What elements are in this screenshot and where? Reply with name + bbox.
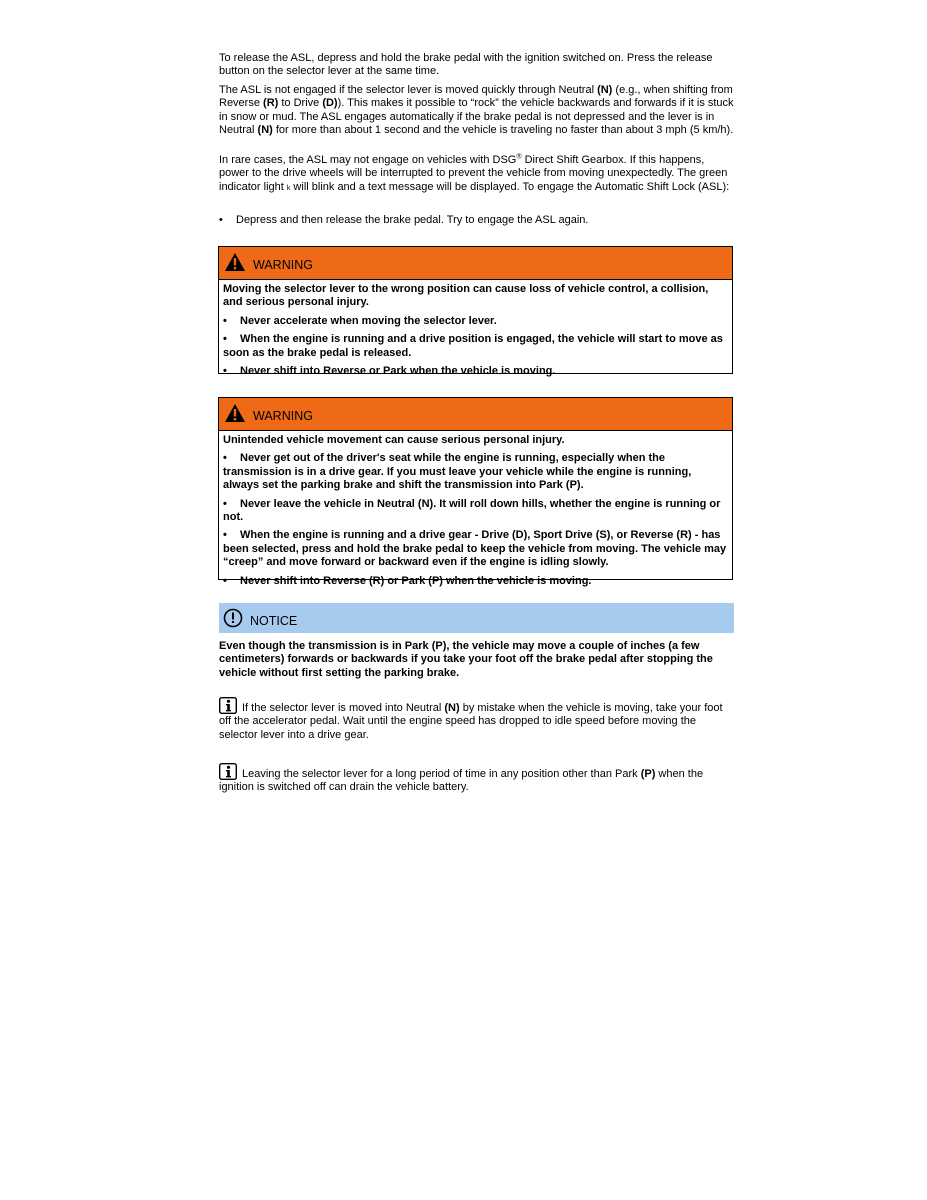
warning-triangle-icon [224, 403, 246, 423]
intro-paragraph-release [219, 52, 734, 79]
warning-item: • Never shift into Reverse (R) or Park (P) when the vehicle is moving. [223, 572, 728, 590]
warning-title: WARNING [253, 258, 313, 272]
intro-text-1: To release the ASL, depress and hold the brake pedal with the ignition switched on. Press the release button on the selector lever at the same time. [219, 52, 713, 78]
warning-item: • When the engine is running and a drive gear - Drive (D), Sport Drive (S), or Reverse (R) - has been selected, press and hold the brake pedal to keep the vehicle from moving. The vehicle may “creep” and move forward or backward even if the engine is idling slowly. [223, 526, 728, 571]
warning-header [219, 247, 732, 280]
warning-box-movement [218, 397, 733, 587]
indicator-light-symbol: k [286, 184, 291, 192]
warning-lead: Moving the selector lever to the wrong position can cause loss of vehicle control, a collision, and serious personal injury. [223, 283, 709, 309]
notice-title: NOTICE [250, 614, 298, 628]
warning-body [219, 280, 732, 382]
warning-item: • When the engine is running and a drive position is engaged, the vehicle will start to move as soon as the brake pedal is released. [223, 330, 728, 362]
warning-title: WARNING [253, 409, 313, 423]
warning-item: • Never get out of the driver's seat while the engine is running, especially when the transmission is in a drive gear. If you must leave your vehicle while the engine is running, always set the parking brake and shift the transmission into Park (P). [223, 449, 728, 494]
warning-box-selector [218, 246, 733, 378]
notice-header [219, 603, 734, 633]
notice-body: Even though the transmission is in Park (P), the vehicle may move a couple of inches (a few centimeters) forwards or backwards if you take your foot off the brake pedal after stopping the vehicle without first setting the parking brake. [219, 640, 713, 679]
warning-item: • Never accelerate when moving the selector lever. [223, 312, 728, 330]
intro-paragraph-asl [219, 84, 734, 138]
bullet-dot: • [219, 214, 223, 226]
warning-body [219, 431, 732, 592]
warning-lead: Unintended vehicle movement can cause serious personal injury. [223, 434, 565, 446]
intro-text-3: In rare cases, the ASL may not engage on vehicles with DSG® Direct Shift Gearbox. If this happens, power to the drive wheels will be interrupted to prevent the vehicle from moving unexpectedly. The green indicator light k will blink and a text message will be displayed. To engage the Automatic Shift Lock (ASL): [219, 153, 730, 193]
warning-item: • Never leave the vehicle in Neutral (N). It will roll down hills, whether the engine is running or not. [223, 495, 728, 527]
notice-exclamation-icon [223, 608, 243, 628]
intro-paragraph-dsg [219, 154, 734, 195]
info-note-battery: Leaving the selector lever for a long period of time in any position other than Park (P) when the ignition is switched off can drain the vehicle battery. [219, 763, 734, 795]
intro-bullet-text: Depress and then release the brake pedal. Try to engage the ASL again. [236, 214, 589, 226]
warning-triangle-icon [224, 252, 246, 272]
info-icon [219, 697, 237, 714]
intro-bullet [219, 214, 734, 227]
info-icon [219, 763, 237, 780]
intro-text-2: The ASL is not engaged if the selector lever is moved quickly through Neutral (N) (e.g., when shifting from Reverse (R) to Drive (D)). This makes it possible to “rock” the vehicle backwards and forwards if it is stuck in snow or mud. The ASL engages automatically if the brake pedal is not depressed and the lever is in Neutral (N) for more than about 1 second and the vehicle is traveling no faster than about 3 mph (5 km/h). [219, 84, 734, 137]
warning-item: • Never shift into Reverse or Park when the vehicle is moving. [223, 362, 728, 380]
warning-header [219, 398, 732, 431]
info-note-neutral: If the selector lever is moved into Neutral (N) by mistake when the vehicle is moving, take your foot off the accelerator pedal. Wait until the engine speed has dropped to idle speed before moving the selector lever into a drive gear. [219, 697, 734, 742]
